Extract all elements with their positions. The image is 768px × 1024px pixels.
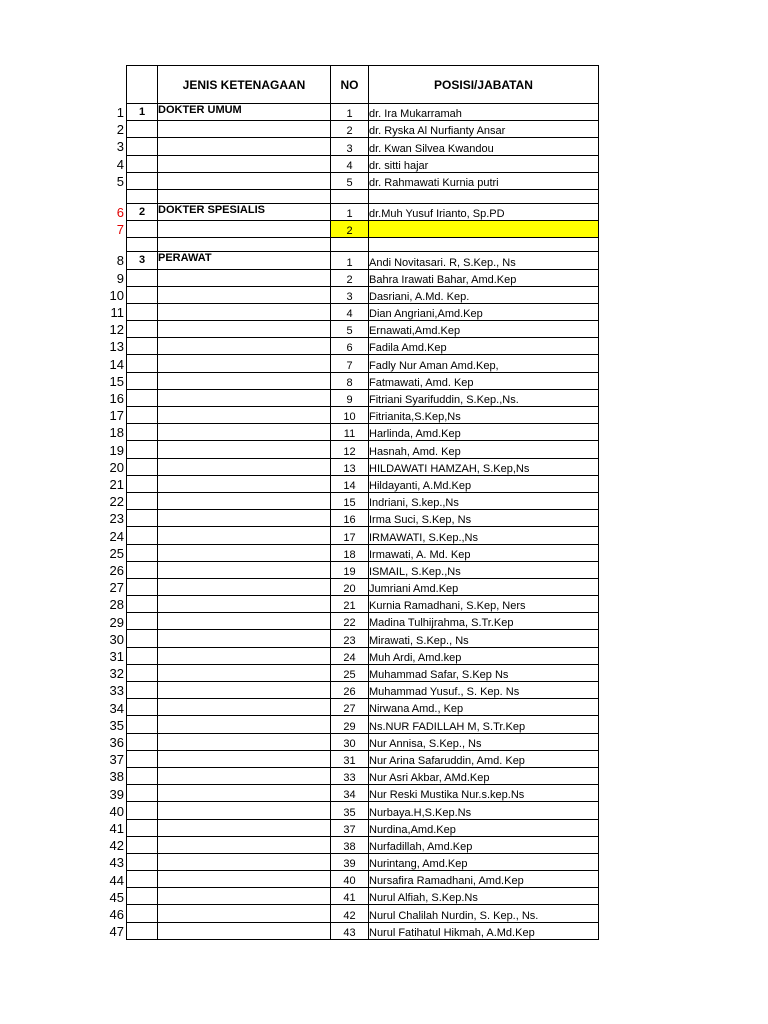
section-number-cell[interactable] [127, 424, 158, 441]
posisi-cell[interactable] [369, 238, 599, 252]
section-number-cell[interactable]: 3 [127, 252, 158, 269]
jenis-cell[interactable]: PERAWAT [158, 252, 331, 269]
posisi-cell[interactable]: Dian Angriani,Amd.Kep [369, 303, 599, 320]
section-number-cell[interactable] [127, 733, 158, 750]
no-cell[interactable]: 26 [331, 682, 369, 699]
no-cell[interactable]: 5 [331, 321, 369, 338]
table-row [127, 321, 599, 338]
table-row [127, 527, 599, 544]
jenis-cell[interactable] [158, 647, 331, 664]
no-cell[interactable]: 43 [331, 922, 369, 939]
posisi-cell[interactable]: Nur Arina Safaruddin, Amd. Kep [369, 750, 599, 767]
jenis-cell[interactable] [158, 836, 331, 853]
jenis-cell[interactable] [158, 407, 331, 424]
table-row [127, 630, 599, 647]
no-cell[interactable]: 18 [331, 544, 369, 561]
row-number: 34 [109, 700, 124, 716]
table-row [127, 544, 599, 561]
jenis-cell[interactable] [158, 303, 331, 320]
jenis-cell[interactable] [158, 682, 331, 699]
jenis-cell[interactable] [158, 733, 331, 750]
table-row [127, 269, 599, 286]
table-row [127, 286, 599, 303]
row-number: 35 [109, 717, 124, 733]
section-number-cell[interactable] [127, 682, 158, 699]
posisi-cell[interactable]: Jumriani Amd.Kep [369, 578, 599, 595]
no-cell[interactable]: 35 [331, 802, 369, 819]
posisi-cell[interactable]: Fitriani Syarifuddin, S.Kep.,Ns. [369, 389, 599, 406]
posisi-cell[interactable]: Nurul Fatihatul Hikmah, A.Md.Kep [369, 922, 599, 939]
jenis-cell[interactable] [158, 905, 331, 922]
no-cell[interactable]: 40 [331, 871, 369, 888]
posisi-cell[interactable]: Muhammad Yusuf., S. Kep. Ns [369, 682, 599, 699]
posisi-cell[interactable]: Fadly Nur Aman Amd.Kep, [369, 355, 599, 372]
posisi-cell[interactable] [369, 189, 599, 203]
section-number-cell[interactable] [127, 922, 158, 939]
table-row [127, 836, 599, 853]
no-cell[interactable]: 9 [331, 389, 369, 406]
posisi-cell[interactable]: Nur Reski Mustika Nur.s.kep.Ns [369, 785, 599, 802]
jenis-cell[interactable] [158, 853, 331, 870]
row-number: 10 [109, 287, 124, 303]
section-number-cell[interactable] [127, 238, 158, 252]
no-cell[interactable]: 12 [331, 441, 369, 458]
no-cell[interactable]: 5 [331, 172, 369, 189]
section-number-cell[interactable] [127, 172, 158, 189]
header-section-cell[interactable] [127, 66, 158, 104]
row-number: 3 [116, 139, 124, 155]
table-row [127, 303, 599, 320]
table-row [127, 338, 599, 355]
section-number-cell[interactable] [127, 338, 158, 355]
posisi-cell[interactable]: Nursafira Ramadhani, Amd.Kep [369, 871, 599, 888]
posisi-cell[interactable]: dr. Rahmawati Kurnia putri [369, 172, 599, 189]
row-number: 36 [109, 735, 124, 750]
row-number: 40 [109, 803, 124, 819]
section-number-cell[interactable] [127, 888, 158, 905]
row-number: 5 [116, 173, 124, 189]
table-row [127, 121, 599, 138]
posisi-cell[interactable]: Kurnia Ramadhani, S.Kep, Ners [369, 596, 599, 613]
table-row [127, 716, 599, 733]
no-cell[interactable]: 19 [331, 561, 369, 578]
no-cell[interactable]: 16 [331, 510, 369, 527]
section-number-cell[interactable]: 1 [127, 104, 158, 121]
posisi-cell[interactable]: Nurintang, Amd.Kep [369, 853, 599, 870]
row-number: 37 [109, 752, 124, 768]
section-number-cell[interactable] [127, 286, 158, 303]
row-number: 11 [110, 305, 124, 320]
no-cell[interactable]: 3 [331, 138, 369, 155]
posisi-cell[interactable]: Fitrianita,S.Kep,Ns [369, 407, 599, 424]
row-number: 20 [109, 459, 124, 475]
no-cell[interactable]: 10 [331, 407, 369, 424]
no-cell[interactable]: 24 [331, 647, 369, 664]
jenis-cell[interactable] [158, 492, 331, 509]
section-number-cell[interactable] [127, 269, 158, 286]
section-number-cell[interactable] [127, 138, 158, 155]
no-cell[interactable]: 13 [331, 458, 369, 475]
no-cell[interactable]: 33 [331, 767, 369, 784]
posisi-cell[interactable]: Muh Ardi, Amd.kep [369, 647, 599, 664]
table-row [127, 475, 599, 492]
no-cell[interactable]: 20 [331, 578, 369, 595]
section-number-cell[interactable] [127, 699, 158, 716]
section-number-cell[interactable] [127, 664, 158, 681]
row-number: 31 [109, 649, 124, 664]
posisi-cell[interactable]: ISMAIL, S.Kep.,Ns [369, 561, 599, 578]
posisi-cell[interactable]: Dasriani, A.Md. Kep. [369, 286, 599, 303]
row-number: 32 [109, 666, 124, 682]
jenis-cell[interactable] [158, 458, 331, 475]
jenis-cell[interactable] [158, 544, 331, 561]
header-jenis[interactable]: JENIS KETENAGAAN [158, 66, 331, 104]
section-number-cell[interactable] [127, 221, 158, 238]
section-number-cell[interactable] [127, 630, 158, 647]
section-number-cell[interactable] [127, 321, 158, 338]
section-number-cell[interactable] [127, 853, 158, 870]
section-number-cell[interactable] [127, 613, 158, 630]
jenis-cell[interactable] [158, 888, 331, 905]
row-number: 7 [116, 222, 124, 238]
table-row [127, 189, 599, 203]
posisi-cell[interactable]: Hasnah, Amd. Kep [369, 441, 599, 458]
jenis-cell[interactable] [158, 527, 331, 544]
table-row [127, 372, 599, 389]
table-row [127, 853, 599, 870]
table-row [127, 138, 599, 155]
posisi-cell[interactable]: Nurbaya.H,S.Kep.Ns [369, 802, 599, 819]
section-number-cell[interactable] [127, 802, 158, 819]
row-number: 16 [109, 391, 124, 406]
jenis-cell[interactable]: DOKTER SPESIALIS [158, 203, 331, 220]
header-posisi[interactable]: POSISI/JABATAN [369, 66, 599, 104]
no-cell[interactable]: 17 [331, 527, 369, 544]
table-row [127, 819, 599, 836]
posisi-cell[interactable]: dr. Ira Mukarramah [369, 104, 599, 121]
table-row [127, 905, 599, 922]
section-number-cell[interactable] [127, 475, 158, 492]
posisi-cell[interactable]: Nirwana Amd., Kep [369, 699, 599, 716]
posisi-cell[interactable]: Bahra Irawati Bahar, Amd.Kep [369, 269, 599, 286]
jenis-cell[interactable] [158, 767, 331, 784]
table-row [127, 510, 599, 527]
jenis-cell[interactable] [158, 424, 331, 441]
jenis-cell[interactable] [158, 189, 331, 203]
row-number: 23 [109, 511, 124, 527]
jenis-cell[interactable] [158, 372, 331, 389]
section-number-cell[interactable] [127, 303, 158, 320]
section-number-cell[interactable] [127, 905, 158, 922]
no-cell[interactable]: 8 [331, 372, 369, 389]
jenis-cell[interactable] [158, 664, 331, 681]
jenis-cell[interactable] [158, 785, 331, 802]
posisi-cell[interactable]: Nurfadillah, Amd.Kep [369, 836, 599, 853]
no-cell[interactable]: 37 [331, 819, 369, 836]
jenis-cell[interactable] [158, 355, 331, 372]
table-row [127, 492, 599, 509]
no-cell[interactable]: 2 [331, 121, 369, 138]
row-number: 17 [109, 408, 124, 424]
header-row [127, 66, 599, 104]
posisi-cell[interactable]: Irmawati, A. Md. Kep [369, 544, 599, 561]
no-cell[interactable]: 23 [331, 630, 369, 647]
jenis-cell[interactable] [158, 819, 331, 836]
section-number-cell[interactable] [127, 716, 158, 733]
jenis-cell[interactable] [158, 561, 331, 578]
no-cell[interactable]: 30 [331, 733, 369, 750]
row-number: 19 [109, 442, 124, 458]
section-number-cell[interactable] [127, 155, 158, 172]
section-number-cell[interactable] [127, 750, 158, 767]
posisi-cell[interactable]: Nurdina,Amd.Kep [369, 819, 599, 836]
jenis-cell[interactable] [158, 138, 331, 155]
no-cell[interactable]: 2 [331, 221, 369, 238]
jenis-cell[interactable] [158, 238, 331, 252]
posisi-cell[interactable]: Irma Suci, S.Kep, Ns [369, 510, 599, 527]
table-row [127, 221, 599, 238]
jenis-cell[interactable] [158, 716, 331, 733]
no-cell[interactable]: 4 [331, 303, 369, 320]
section-number-cell[interactable] [127, 785, 158, 802]
no-cell[interactable]: 34 [331, 785, 369, 802]
no-cell[interactable]: 1 [331, 203, 369, 220]
section-number-cell[interactable] [127, 767, 158, 784]
table-row [127, 424, 599, 441]
table-row [127, 682, 599, 699]
jenis-cell[interactable] [158, 389, 331, 406]
table-row [127, 389, 599, 406]
section-number-cell[interactable] [127, 527, 158, 544]
row-number: 41 [109, 821, 124, 836]
table-row [127, 596, 599, 613]
row-number: 42 [109, 838, 124, 854]
table-row [127, 888, 599, 905]
jenis-cell[interactable] [158, 750, 331, 767]
table-row [127, 407, 599, 424]
section-number-cell[interactable] [127, 121, 158, 138]
row-number: 27 [109, 580, 124, 596]
no-cell[interactable]: 15 [331, 492, 369, 509]
section-number-cell[interactable] [127, 544, 158, 561]
posisi-cell[interactable]: Nurul Alfiah, S.Kep.Ns [369, 888, 599, 905]
no-cell[interactable]: 42 [331, 905, 369, 922]
row-number: 24 [109, 528, 124, 544]
no-cell[interactable]: 1 [331, 104, 369, 121]
table-row [127, 252, 599, 269]
row-number: 46 [109, 907, 124, 922]
no-cell[interactable]: 41 [331, 888, 369, 905]
posisi-cell[interactable] [369, 221, 599, 238]
no-cell[interactable]: 7 [331, 355, 369, 372]
row-number: 26 [109, 563, 124, 578]
table-row [127, 203, 599, 220]
jenis-cell[interactable] [158, 286, 331, 303]
no-cell[interactable]: 2 [331, 269, 369, 286]
table-row [127, 922, 599, 939]
posisi-cell[interactable]: Nur Annisa, S.Kep., Ns [369, 733, 599, 750]
table-row [127, 441, 599, 458]
table-row [127, 613, 599, 630]
posisi-cell[interactable]: Madina Tulhijrahma, S.Tr.Kep [369, 613, 599, 630]
row-number: 22 [109, 494, 124, 510]
posisi-cell[interactable]: Andi Novitasari. R, S.Kep., Ns [369, 252, 599, 269]
jenis-cell[interactable] [158, 596, 331, 613]
row-number: 30 [109, 631, 124, 647]
table-row [127, 802, 599, 819]
table-row [127, 155, 599, 172]
jenis-cell[interactable] [158, 802, 331, 819]
row-number: 47 [109, 924, 124, 940]
jenis-cell[interactable] [158, 871, 331, 888]
row-number: 8 [116, 253, 124, 269]
no-cell[interactable]: 22 [331, 613, 369, 630]
no-cell[interactable]: 11 [331, 424, 369, 441]
table-row [127, 733, 599, 750]
section-number-cell[interactable] [127, 458, 158, 475]
table-row [127, 647, 599, 664]
row-number: 14 [109, 356, 124, 372]
row-number: 28 [109, 597, 124, 613]
staff-table [126, 65, 599, 940]
jenis-cell[interactable] [158, 338, 331, 355]
section-number-cell[interactable] [127, 492, 158, 509]
row-number: 25 [109, 545, 124, 561]
posisi-cell[interactable]: dr. sitti hajar [369, 155, 599, 172]
row-number: 15 [109, 373, 124, 389]
no-cell[interactable]: 14 [331, 475, 369, 492]
no-cell[interactable] [331, 238, 369, 252]
section-number-cell[interactable] [127, 819, 158, 836]
jenis-cell[interactable] [158, 922, 331, 939]
table-row [127, 172, 599, 189]
table-row [127, 355, 599, 372]
no-cell[interactable]: 21 [331, 596, 369, 613]
jenis-cell[interactable] [158, 699, 331, 716]
posisi-cell[interactable]: dr.Muh Yusuf Irianto, Sp.PD [369, 203, 599, 220]
no-cell[interactable]: 25 [331, 664, 369, 681]
row-number: 21 [109, 477, 124, 492]
header-no[interactable]: NO [331, 66, 369, 104]
posisi-cell[interactable]: Harlinda, Amd.Kep [369, 424, 599, 441]
posisi-cell[interactable]: Nur Asri Akbar, AMd.Kep [369, 767, 599, 784]
no-cell[interactable]: 29 [331, 716, 369, 733]
row-number: 9 [116, 270, 124, 286]
jenis-cell[interactable] [158, 155, 331, 172]
no-cell[interactable]: 4 [331, 155, 369, 172]
posisi-cell[interactable]: Mirawati, S.Kep., Ns [369, 630, 599, 647]
section-number-cell[interactable] [127, 836, 158, 853]
row-number: 12 [109, 322, 124, 338]
jenis-cell[interactable] [158, 321, 331, 338]
section-number-cell[interactable] [127, 355, 158, 372]
section-number-cell[interactable]: 2 [127, 203, 158, 220]
table-row [127, 750, 599, 767]
posisi-cell[interactable]: Fadila Amd.Kep [369, 338, 599, 355]
row-number: 2 [116, 122, 124, 138]
table-row [127, 561, 599, 578]
posisi-cell[interactable]: Ernawati,Amd.Kep [369, 321, 599, 338]
section-number-cell[interactable] [127, 389, 158, 406]
table-row [127, 458, 599, 475]
section-number-cell[interactable] [127, 189, 158, 203]
section-number-cell[interactable] [127, 510, 158, 527]
row-number: 18 [109, 425, 124, 441]
no-cell[interactable]: 27 [331, 699, 369, 716]
posisi-cell[interactable]: Hildayanti, A.Md.Kep [369, 475, 599, 492]
posisi-cell[interactable]: dr. Ryska Al Nurfianty Ansar [369, 121, 599, 138]
jenis-cell[interactable] [158, 221, 331, 238]
table-row [127, 767, 599, 784]
jenis-cell[interactable] [158, 172, 331, 189]
section-number-cell[interactable] [127, 441, 158, 458]
table-row [127, 238, 599, 252]
posisi-cell[interactable]: Fatmawati, Amd. Kep [369, 372, 599, 389]
table-row [127, 785, 599, 802]
row-number: 4 [116, 156, 124, 172]
no-cell[interactable]: 3 [331, 286, 369, 303]
posisi-cell[interactable]: Indriani, S.kep.,Ns [369, 492, 599, 509]
section-number-cell[interactable] [127, 596, 158, 613]
row-number: 6 [116, 205, 124, 220]
row-number: 29 [109, 614, 124, 630]
posisi-cell[interactable]: IRMAWATI, S.Kep.,Ns [369, 527, 599, 544]
no-cell[interactable]: 38 [331, 836, 369, 853]
table-row [127, 699, 599, 716]
no-cell[interactable]: 31 [331, 750, 369, 767]
row-number: 1 [116, 105, 124, 120]
posisi-cell[interactable]: Muhammad Safar, S.Kep Ns [369, 664, 599, 681]
section-number-cell[interactable] [127, 647, 158, 664]
row-number: 39 [109, 786, 124, 802]
jenis-cell[interactable] [158, 630, 331, 647]
no-cell[interactable] [331, 189, 369, 203]
jenis-cell[interactable] [158, 121, 331, 138]
row-number: 44 [109, 872, 124, 888]
table-row [127, 664, 599, 681]
posisi-cell[interactable]: Nurul Chalilah Nurdin, S. Kep., Ns. [369, 905, 599, 922]
jenis-cell[interactable] [158, 269, 331, 286]
row-number: 13 [109, 339, 124, 355]
section-number-cell[interactable] [127, 407, 158, 424]
no-cell[interactable]: 39 [331, 853, 369, 870]
jenis-cell[interactable] [158, 441, 331, 458]
table-row [127, 104, 599, 121]
jenis-cell[interactable] [158, 510, 331, 527]
jenis-cell[interactable] [158, 578, 331, 595]
section-number-cell[interactable] [127, 871, 158, 888]
posisi-cell[interactable]: HILDAWATI HAMZAH, S.Kep,Ns [369, 458, 599, 475]
row-number: 43 [109, 855, 124, 871]
table-row [127, 578, 599, 595]
jenis-cell[interactable] [158, 475, 331, 492]
section-number-cell[interactable] [127, 578, 158, 595]
section-number-cell[interactable] [127, 372, 158, 389]
jenis-cell[interactable]: DOKTER UMUM [158, 104, 331, 121]
row-number: 45 [109, 889, 124, 905]
row-number: 38 [109, 769, 124, 785]
jenis-cell[interactable] [158, 613, 331, 630]
row-number: 33 [109, 683, 124, 699]
section-number-cell[interactable] [127, 561, 158, 578]
table-row [127, 871, 599, 888]
no-cell[interactable]: 6 [331, 338, 369, 355]
no-cell[interactable]: 1 [331, 252, 369, 269]
posisi-cell[interactable]: dr. Kwan Silvea Kwandou [369, 138, 599, 155]
posisi-cell[interactable]: Ns.NUR FADILLAH M, S.Tr.Kep [369, 716, 599, 733]
